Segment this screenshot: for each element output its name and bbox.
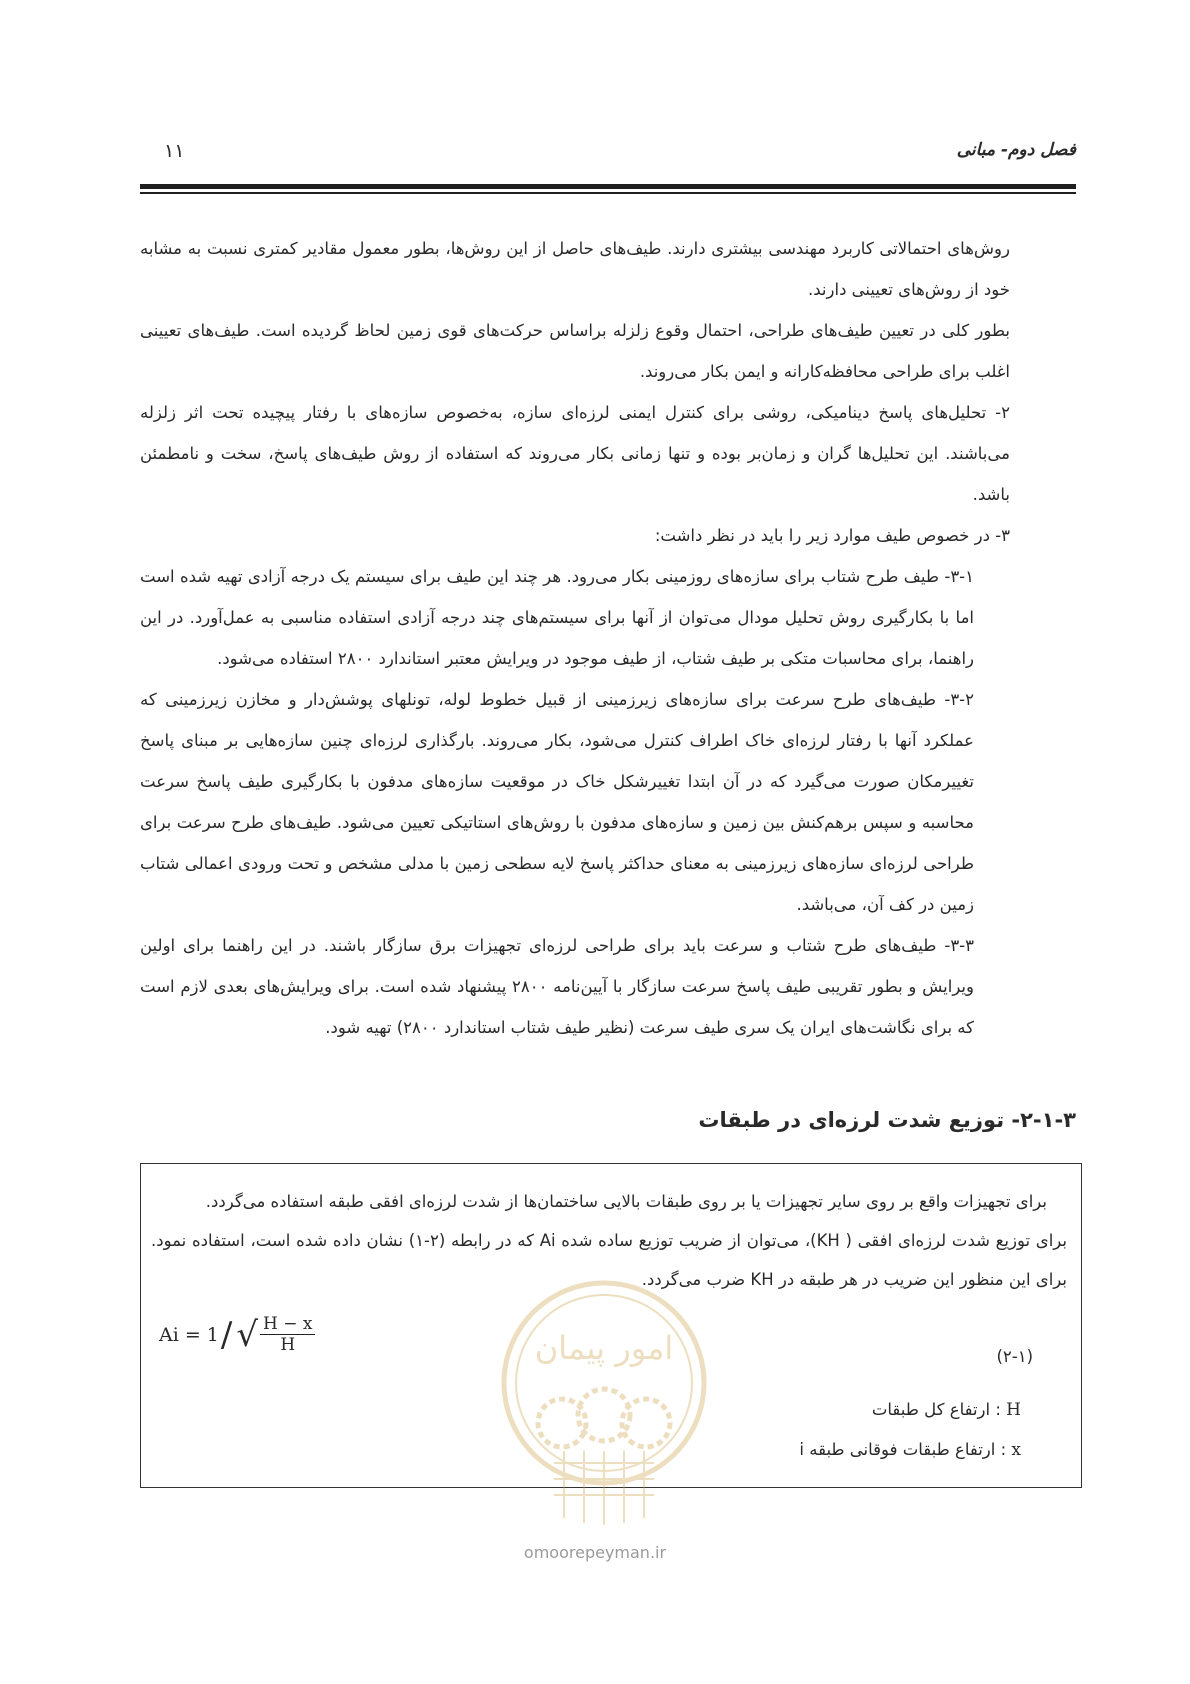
formula-denominator: H <box>280 1335 296 1355</box>
division-slash: / <box>220 1314 233 1355</box>
page-number: ۱۱ <box>164 140 185 162</box>
watermark-logo <box>488 1273 720 1541</box>
definition-text: ارتفاع کل طبقات <box>871 1400 991 1419</box>
page-header <box>140 136 1076 166</box>
definition-h: H : ارتفاع کل طبقات <box>871 1400 1021 1420</box>
sqrt-symbol: √ <box>236 1314 259 1355</box>
formula-ai <box>159 1314 315 1355</box>
paragraph-item-3-2: ۳-۲- طیف‌های طرح سرعت برای سازه‌های زیرزمینی از قبیل خطوط لوله، تونلهای پوشش‌دار و مخازن زیرزمینی که عملکرد آنها با رفتار لرزه‌ای خاک اطراف کنترل می‌شود، بکار می‌روند. بارگذاری لرزه‌ای چنین سازه‌هایی بر مبنای پاسخ تغییرمکان صورت می‌گیرد که در آن ابتدا تغییرشکل خاک در موقعیت سازه‌های مدفون با بکارگیری طیف پاسخ سرعت محاسبه و سپس برهم‌کنش بین زمین و سازه‌های مدفون با روش‌های استاتیکی تعیین می‌شود. طیف‌های طرح سرعت برای طراحی لرزه‌ای سازه‌های زیرزمینی به معنای حداکثر پاسخ لایه سطحی زمین با مدلی مشخص و تحت ورودی اعمالی شتاب زمین در کف آن، می‌باشد. <box>140 690 974 914</box>
paragraph-probabilistic: روش‌های احتمالاتی کاربرد مهندسی بیشتری دارند. طیف‌های حاصل از این روش‌ها، بطور معمول مقادیر کمتری نسبت به مشابه خود از روش‌های تعیینی دارند. <box>140 239 1010 299</box>
formula-lhs: Ai <box>159 1323 179 1346</box>
formula-numerator: H − x <box>260 1314 315 1335</box>
section-heading: ۲-۱-۳- توزیع شدت لرزه‌ای در طبقات <box>698 1108 1076 1132</box>
paragraph-design-spectra: بطور کلی در تعیین طیف‌های طراحی، احتمال وقوع زلزله براساس حرکت‌های قوی زمین لحاظ گردیده است. طیف‌های تعیینی اغلب برای طراحی محافظه‌کارانه و ایمن بکار می‌روند. <box>140 321 1010 381</box>
header-rule-thick <box>140 184 1076 189</box>
box-line-2: برای توزیع شدت لرزه‌ای افقی ( KH)، می‌توان از ضریب توزیع ساده شده Ai که در رابطه (۲-۱) نشان داده شده است، استفاده نمود. برای این منظور این ضریب در هر طبقه در KH ضرب می‌گردد. <box>151 1231 1068 1289</box>
definition-text: ارتفاع طبقات فوقانی طبقه i <box>799 1440 996 1459</box>
box-line-1: برای تجهیزات واقع بر روی سایر تجهیزات یا بر روی طبقات بالایی ساختمان‌ها از شدت لرزه‌ای افقی طبقه استفاده می‌گردد. <box>205 1192 1047 1211</box>
definition-x: x : ارتفاع طبقات فوقانی طبقه i <box>799 1440 1021 1460</box>
chapter-title: فصل دوم- مبانی <box>956 140 1076 160</box>
equation-number: (۲-۱) <box>996 1347 1033 1366</box>
paragraph-item-3: ۳- در خصوص طیف موارد زیر را باید در نظر داشت: <box>654 526 1010 545</box>
definition-symbol: x <box>1011 1440 1021 1460</box>
paragraph-item-3-1: ۳-۱- طیف طرح شتاب برای سازه‌های روزمینی بکار می‌رود. هر چند این طیف برای سیستم یک درجه آزادی تهیه شده است اما با بکارگیری روش تحلیل مودال می‌توان از آنها برای سیستم‌های چند درجه آزادی استفاده مناسبی به عمل‌آورد. در این راهنما، برای محاسبات متکی بر طیف شتاب، از طیف موجود در ویرایش معتبر استاندارد ۲۸۰۰ استفاده می‌شود. <box>140 567 974 668</box>
header-rule-thin <box>140 192 1076 194</box>
formula-equals: = 1 <box>184 1323 219 1346</box>
paragraph-item-2: ۲- تحلیل‌های پاسخ دینامیکی، روشی برای کنترل ایمنی لرزه‌ای سازه، به‌خصوص سازه‌های با رفتار پیچیده تحت اثر زلزله می‌باشند. این تحلیل‌ها گران و زمان‌بر بوده و تنها زمانی بکار می‌روند که استفاده از روش طیف‌های پاسخ، سخت و نامطمئن باشد. <box>140 403 1010 504</box>
definition-symbol: H <box>1006 1400 1021 1420</box>
watermark-logo-text: امور پیمان <box>534 1329 674 1367</box>
watermark-site: omoorepeyman.ir <box>523 1543 667 1562</box>
formula-fraction <box>260 1314 315 1355</box>
paragraph-item-3-3: ۳-۳- طیف‌های طرح شتاب و سرعت باید برای طراحی لرزه‌ای تجهیزات برق سازگار باشند. در این راهنما برای اولین ویرایش و بطور تقریبی طیف پاسخ سرعت سازگار با آیین‌نامه ۲۸۰۰ پیشنهاد شده است. برای ویرایش‌های بعدی لازم است که برای نگاشت‌های ایران یک سری طیف سرعت (نظیر طیف شتاب استاندارد ۲۸۰۰) تهیه شود. <box>140 936 974 1037</box>
body-text <box>140 228 1010 1048</box>
